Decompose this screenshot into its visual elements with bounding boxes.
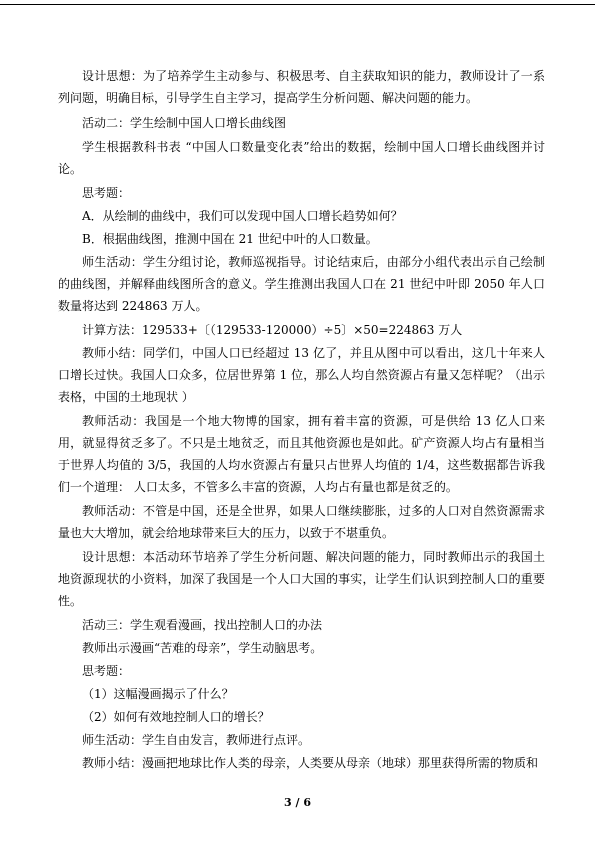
paragraph: 教师出示漫画“苦难的母亲”，学生动脑思考。 xyxy=(82,641,323,655)
paragraph: 师生活动：学生自由发言，教师进行点评。 xyxy=(82,733,311,747)
paragraph: （1）这幅漫画揭示了什么？ xyxy=(82,687,234,701)
paragraph: 学生根据教科书表 “中国人口数量变化表”给出的数据，绘制中国人口增长曲线图并讨论。 xyxy=(58,140,545,176)
paragraph: 计算方法：129533+〔（129533-120000）÷5〕×50=224863 万人 xyxy=(82,323,463,337)
paragraph: 教师小结：漫画把地球比作人类的母亲，人类要从母亲（地球）那里获得所需的物质和 xyxy=(82,756,539,770)
page-number: 3 / 6 xyxy=(284,796,311,809)
paragraph: 思考题： xyxy=(82,186,131,200)
paragraph: 设计思想：本活动环节培养了学生分析问题、解决问题的能力，同时教师出示的我国土地资源现状的小资料，加深了我国是一个人口大国的事实，让学生们认识到控制人口的重要性。 xyxy=(58,550,545,608)
paragraph: 活动二：学生绘制中国人口增长曲线图 xyxy=(82,116,287,130)
paragraph: 师生活动：学生分组讨论，教师巡视指导。讨论结束后，由部分小组代表出示自己绘制的曲线图，并解释曲线图所含的意义。学生推测出我国人口在 21 世纪中叶即 2050 年人口数量将达到 224863 万人。 xyxy=(58,255,545,313)
paragraph: A．从绘制的曲线中，我们可以发现中国人口增长趋势如何？ xyxy=(82,209,403,223)
paragraph: 教师活动：不管是中国，还是全世界，如果人口继续膨胀，过多的人口对自然资源需求量也大大增加，就会给地球带来巨大的压力，以致于不堪重负。 xyxy=(58,504,545,540)
paragraph: （2）如何有效地控制人口的增长？ xyxy=(82,710,270,724)
paragraph: B．根据曲线图，推测中国在 21 世纪中叶的人口数量。 xyxy=(82,232,378,246)
paragraph: 思考题： xyxy=(82,664,131,678)
header-rule xyxy=(0,4,595,5)
paragraph: 教师小结：同学们，中国人口已经超过 13 亿了，并且从图中可以看出，这几十年来人口增长过快。我国人口众多，位居世界第 1 位，那么人均自然资源占有量又怎样呢？（出示表格，中国的土地现状 ） xyxy=(58,346,545,404)
paragraph: 设计思想：为了培养学生主动参与、积极思考、自主获取知识的能力，教师设计了一系列问题，明确目标，引导学生自主学习，提高学生分析问题、解决问题的能力。 xyxy=(58,69,545,105)
paragraph: 活动三：学生观看漫画，找出控制人口的办法 xyxy=(82,618,323,632)
paragraph: 教师活动：我国是一个地大物博的国家，拥有着丰富的资源，可是供给 13 亿人口来用，就显得贫乏多了。不只是土地贫乏，而且其他资源也是如此。矿产资源人均占有量相当于世界人均值的 3/5，我国的人均水资源占有量只占世界人均值的 1/4，这些数据都告诉我们一个道理： 人口太多，不管多么丰富的资源，人均占有量也都是贫乏的。 xyxy=(58,414,545,494)
